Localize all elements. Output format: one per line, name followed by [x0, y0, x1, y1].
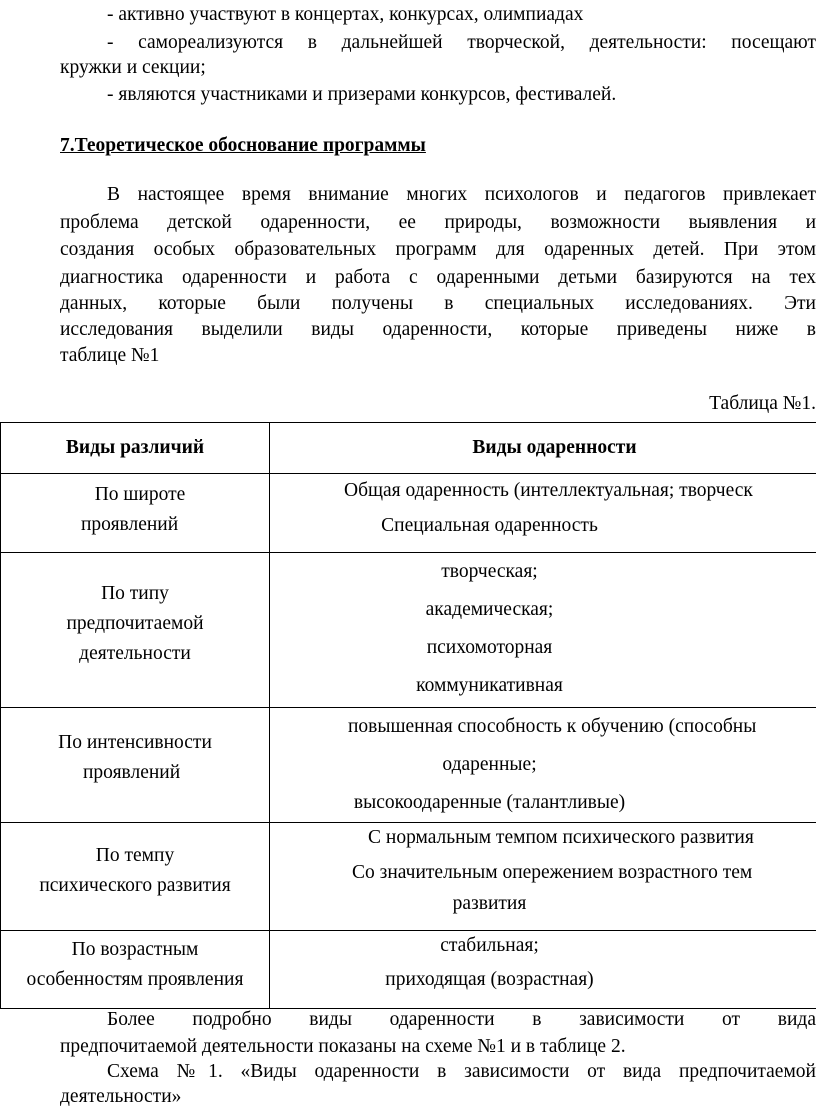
types-line: С нормальным темпом психического развития	[368, 827, 754, 848]
types-line: развития	[452, 893, 527, 914]
column-header: Виды одаренности	[270, 423, 816, 474]
types-cell	[270, 553, 816, 708]
table-header-row	[1, 423, 816, 474]
table-row	[1, 823, 816, 931]
types-line: Со значительным опережением возрастного тем	[352, 862, 753, 883]
paragraph-line: таблице №1	[60, 345, 160, 366]
table-row	[1, 474, 816, 553]
types-line: Общая одаренность (интеллектуальная; творческ	[344, 480, 753, 501]
criterion-line: проявлений	[83, 762, 181, 783]
types-cell	[270, 823, 816, 931]
column-header: Виды различий	[1, 423, 270, 474]
scheme-caption-line: Схема №1. «Виды одаренности в зависимости от вида предпочитаемой	[107, 1061, 816, 1082]
criterion-line: По интенсивности	[58, 732, 212, 753]
paragraph-line: создания особых образовательных программ для одаренных детей. При этом	[60, 239, 816, 260]
closing-paragraph-line: предпочитаемой деятельности показаны на схеме №1 и в таблице 2.	[60, 1036, 626, 1057]
closing-paragraph-line: Более подробно виды одаренности в зависимости от вида	[107, 1009, 816, 1030]
list-item-concerts: - активно участвуют в концертах, конкурсах, олимпиадах	[107, 4, 584, 25]
table-row	[1, 708, 816, 823]
paragraph-line: диагностика одаренности и работа с одаренными детьми базируются на тех	[60, 267, 816, 288]
criterion-line: деятельности	[79, 643, 191, 664]
types-line: одаренные;	[442, 754, 537, 775]
types-line: академическая;	[425, 599, 554, 620]
table-caption: Таблица №1.	[709, 393, 816, 414]
types-line: приходящая (возрастная)	[385, 969, 594, 990]
types-line: высокоодаренные (талантливые)	[353, 792, 626, 813]
types-cell	[270, 474, 816, 553]
paragraph-line: данных, которые были получены в специальных исследованиях. Эти	[60, 293, 816, 314]
criterion-line: предпочитаемой	[66, 613, 204, 634]
criterion-line: проявлений	[81, 514, 179, 535]
types-line: стабильная;	[440, 935, 539, 956]
list-item-self-realization: - самореализуются в дальнейшей творческой, деятельности: посещают	[107, 32, 816, 53]
table-row	[1, 931, 816, 1009]
paragraph-line: В настоящее время внимание многих психологов и педагогов привлекает	[107, 184, 816, 205]
types-line: Специальная одаренность	[381, 515, 598, 536]
types-line: коммуникативная	[416, 675, 563, 696]
criterion-line: По возрастным	[71, 939, 199, 960]
criterion-line: По типу	[101, 583, 169, 604]
scheme-caption-line: деятельности»	[60, 1086, 182, 1107]
criterion-line: психического развития	[39, 875, 231, 896]
types-line: психомоторная	[426, 637, 553, 658]
criterion-line: По темпу	[95, 845, 175, 866]
section-heading: 7.Теоретическое обоснование программы	[60, 135, 426, 156]
list-item-winners: - являются участниками и призерами конкурсов, фестивалей.	[107, 84, 617, 105]
criterion-line: особенностям проявления	[26, 969, 244, 990]
types-line: повышенная способность к обучению (способны	[348, 716, 757, 737]
table-row	[1, 553, 816, 708]
types-line: творческая;	[441, 561, 538, 582]
types-cell	[270, 708, 816, 823]
paragraph-line: проблема детской одаренности, ее природы, возможности выявления и	[60, 212, 816, 233]
criterion-line: По широте	[94, 484, 186, 505]
types-cell	[270, 931, 816, 1009]
giftedness-table	[0, 422, 816, 1009]
list-item-clubs-continuation: кружки и секции;	[60, 57, 206, 78]
paragraph-line: исследования выделили виды одаренности, которые приведены ниже в	[60, 319, 816, 340]
